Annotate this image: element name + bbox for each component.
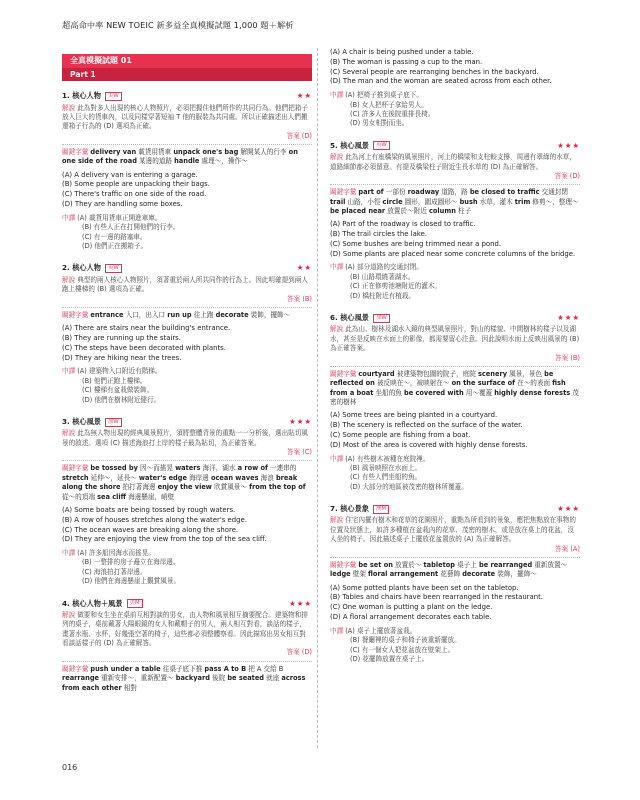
vocab-term: be set on <box>358 560 393 569</box>
answer-options <box>330 584 580 623</box>
explanation: 解說 此為山、樹林及湖水入鏡的典型風景照片，對山的樣貌、中間樹林的樣子以及湖水，甚至是反映在水面上的影像，都需要留心注意。因此說明水面上反映出風景的 (B) 為正確答案。 <box>330 325 580 353</box>
vocab-definition: 花藝飾 <box>438 570 463 579</box>
question-number: 5. 核心風景 <box>330 140 369 150</box>
vocabulary <box>62 464 312 501</box>
answer-options <box>62 171 312 210</box>
difficulty-stars: ★★★ <box>289 416 312 426</box>
vocab-definition: 海浪 <box>258 473 276 482</box>
vocab-definition: 柱子 <box>455 206 472 215</box>
option-b: (B) The scenery is reflected on the surface of the water. <box>330 421 523 430</box>
difficulty-stars: ★★ <box>296 263 312 273</box>
explanation-label: 解說 <box>62 275 76 284</box>
vocab-definition: 茂密的樹林 <box>330 388 579 406</box>
vocab-definition: 山路，小徑 <box>345 197 383 206</box>
vocab-term: ocean waves <box>210 473 259 482</box>
dotted-divider <box>330 557 580 558</box>
vocab-definition: 因～而搖晃 <box>137 464 176 473</box>
translation-label: 中譯 <box>62 549 76 558</box>
translation-line: (C) 樓梯有盆栽做裝飾。 <box>82 386 154 395</box>
translation-line: (D) 大部分的地區被茂密的樹林所覆蓋。 <box>350 482 468 491</box>
vocab-term: unpack one's bag <box>173 147 239 156</box>
option-a: (A) Some trees are being planted in a courtyard. <box>330 411 498 420</box>
explanation: 解說 此為無人物出現的經典風景照片，須將整體背景的重點一一分析後，選出貼切風景的敘述。選項 (C) 描述海浪打上岸的樣子最為貼切，為正確答案。 <box>62 429 308 447</box>
vocab-term: pass A to B <box>204 664 247 673</box>
question-block-7 <box>330 504 580 664</box>
translation-label: 中譯 <box>330 454 344 463</box>
vocab-term: bush <box>459 197 478 206</box>
translation-line: (A) 部分道路的交通封閉。 <box>345 263 423 272</box>
question-header <box>330 141 580 152</box>
vocab-definition: 裝飾，擺飾～ <box>248 310 291 319</box>
option-c: (C) One woman is putting a plant on the ledge. <box>330 603 493 612</box>
translation-line: (A) 把椅子推到桌子底下。 <box>345 91 423 100</box>
option-d: (D) They are enjoying the view from the top of the sea cliff. <box>62 535 267 544</box>
option-a: (A) Some potted plants have been set on the tabletop. <box>330 583 519 592</box>
question-block-5 <box>330 141 580 301</box>
vocab-definition: 處理～，操作～ <box>199 157 248 166</box>
vocab-term: enjoy the view <box>157 483 212 492</box>
dotted-divider <box>62 460 312 461</box>
vocab-term: water's edge <box>138 473 187 482</box>
vocabulary-label: 關鍵字彙 <box>330 188 357 197</box>
vocab-definition: 海洋，湖水 <box>200 464 238 473</box>
translation <box>330 91 580 128</box>
vocab-term: entrance <box>90 310 124 319</box>
translation <box>330 263 580 300</box>
speaker-tag: 美W <box>105 92 122 101</box>
vocab-term: delivery van <box>90 147 137 156</box>
explanation-label: 解說 <box>62 611 76 620</box>
speaker-tag: 加W <box>105 418 122 427</box>
question-number: 7. 核心景象 <box>330 504 369 514</box>
vocab-term: rearrange <box>62 674 100 683</box>
vocab-definition: 某邊的道路 <box>136 157 175 166</box>
translation-line: (B) 他們正跑上樓梯。 <box>82 376 147 385</box>
vocab-term: be covered with <box>404 388 464 397</box>
vocab-term: sea cliff <box>97 492 126 501</box>
vocab-definition: 放置於～ <box>392 560 424 569</box>
vocab-definition: 從～的頂端 <box>62 492 98 501</box>
explanation: 解說 典型的兩人核心人物照片，須著重於兩人所共同作的行為上。因此明確提到兩人跑上樓梯的 (B) 選項為正確。 <box>62 275 308 294</box>
translation-line: (D) 男女相對而坐。 <box>350 119 409 128</box>
vocab-definition: 欣賞風景～ <box>211 483 250 492</box>
answer-key: 答案 (D) <box>286 131 312 140</box>
option-a: (A) A delivery van is entering a garage. <box>62 170 198 179</box>
dotted-divider <box>330 366 580 367</box>
vocab-definition: 一連串的 <box>267 464 297 473</box>
translation-line: (C) 有一邊的路塞車。 <box>82 232 147 241</box>
translation-line: (C) 有一個女人把花盆放在壁架上。 <box>350 645 455 654</box>
difficulty-stars: ★★★ <box>557 140 580 150</box>
translation <box>62 367 312 404</box>
explanation: 解說 住宅內擺有樹木和花草的花園照片，重點為所看到的景象，應把焦點放在事物的位置及狀態上，如許多種植在盆栽內的花草、茂密的樹木，或是放在桌上的花盆，沒人坐的椅子。因此描述桌子上擺放花盆置放的 (A) 為正確解答。 <box>330 516 576 544</box>
translation-line: (B) 女人把杯子拿給男人。 <box>350 100 428 109</box>
vocabulary <box>330 188 580 216</box>
answer-options <box>330 220 580 259</box>
option-c: (C) The steps have been decorated with plants. <box>62 343 226 352</box>
option-a: (A) A chair is being pushed under a table. <box>330 48 474 56</box>
question-block-6 <box>330 313 580 492</box>
explanation-label: 解說 <box>330 153 344 162</box>
vocab-definition: 修剪～，整理～ <box>530 197 579 206</box>
right-column <box>330 48 580 676</box>
question-block-2 <box>62 263 312 405</box>
translation-line: (B) 一整排的房子矗立在海岸邊。 <box>82 558 180 567</box>
option-b: (B) They are running up the stairs. <box>62 334 181 343</box>
vocab-definition: 被建築物包圍的院子，庭院 <box>394 369 478 378</box>
dotted-divider <box>62 661 312 662</box>
vocab-term: backyard <box>175 674 210 683</box>
running-title: 超高命中率 NEW TOEIC 新多益全真模擬試題 1,000 題＋解析 <box>62 20 294 30</box>
vocab-definition: 放置於～附近 <box>385 206 429 215</box>
vocab-definition: 一部份 <box>383 188 408 197</box>
vocab-definition: 往上跑 <box>191 310 216 319</box>
vocabulary-label: 關鍵字彙 <box>62 464 89 473</box>
explanation-label: 解說 <box>62 429 76 438</box>
vocab-definition: 延伸～，延長～ <box>88 473 139 482</box>
vocab-definition: 拍打著海邊 <box>120 483 158 492</box>
difficulty-stars: ★★ <box>296 91 312 100</box>
translation-line: (B) 山路環繞著湖水。 <box>350 272 415 281</box>
answer-key: 答案 (A) <box>555 544 580 553</box>
option-b: (B) Tables and chairs have been rearranged in the restaurant. <box>330 593 544 602</box>
option-c: (C) Some bushes are being trimmed near a pond. <box>330 239 502 248</box>
option-d: (D) Some plants are placed near some concrete columns of the bridge. <box>330 249 576 258</box>
question-block-1 <box>62 91 312 251</box>
question-block-4 <box>62 599 312 693</box>
option-d: (D) They are handling some boxes. <box>62 200 183 209</box>
answer-key: 答案 (D) <box>286 648 312 657</box>
vocab-term: break along the shore <box>62 473 298 492</box>
option-d: (D) A floral arrangement decorates each table. <box>330 613 492 621</box>
vocab-definition: 道路，路 <box>439 188 470 197</box>
vocab-term: be rearranged <box>478 560 533 569</box>
vocabulary <box>330 561 580 580</box>
answer-options <box>62 506 312 545</box>
vocab-definition: 重新放置～ <box>532 560 568 569</box>
translation-line: (B) 餐廳裡的桌子和椅子被重新擺放。 <box>350 636 461 645</box>
question-header <box>330 313 580 324</box>
translation-label: 中譯 <box>62 213 76 222</box>
translation-label: 中譯 <box>330 626 344 635</box>
difficulty-stars: ★★★ <box>289 598 312 608</box>
speaker-tag: 美M <box>127 599 143 608</box>
question-number: 2. 核心人物 <box>62 263 101 273</box>
vocab-definition: 在～的表面 <box>515 379 553 388</box>
vocabulary-label: 關鍵字彙 <box>62 310 89 319</box>
vocab-term: waters <box>175 464 201 473</box>
vocab-definition: 把 A 交給 B <box>246 664 284 673</box>
column-divider <box>317 48 318 748</box>
vocab-term: roadway <box>407 188 440 197</box>
translation-line: (D) 橋柱附近有植栽。 <box>350 291 416 300</box>
vocab-term: be seated <box>227 674 265 683</box>
vocabulary <box>62 148 312 167</box>
option-c: (C) There's traffic on one side of the road. <box>62 190 207 199</box>
vocab-definition: 解開某人的行李 <box>238 147 289 156</box>
vocab-definition: 裝飾，擺飾～ <box>495 570 537 579</box>
dotted-divider <box>330 184 580 185</box>
vocab-term: decorate <box>462 570 496 579</box>
translation-label: 中譯 <box>330 91 344 100</box>
explanation-label: 解說 <box>330 325 344 334</box>
option-b: (B) A row of houses stretches along the water's edge. <box>62 515 247 524</box>
option-d: (D) The man and the woman are seated across from each other. <box>330 77 552 86</box>
vocab-definition: 載貨用貨車 <box>136 147 174 156</box>
vocab-definition: 後院 <box>209 674 228 683</box>
option-d: (D) Most of the area is covered with highly dense forests. <box>330 440 528 449</box>
vocab-term: be closed to traffic <box>469 188 540 197</box>
speaker-tag: 英W <box>373 141 390 150</box>
speaker-tag: 英W <box>105 264 122 273</box>
option-c: (C) Some people are fishing from a boat. <box>330 430 471 439</box>
answer-options <box>62 324 312 363</box>
question-block-4-continued <box>330 48 580 129</box>
vocab-definition: 壁架 <box>350 570 369 579</box>
translation <box>62 549 312 586</box>
question-header <box>62 91 312 102</box>
translation-line: (A) 載貨用貨車正開進車庫。 <box>77 213 162 222</box>
explanation: 解說 此為河上有座橋梁的風景照片，河上的橋梁和支柱較支撐，周邊有翠綠的水草，道路細節都必須留意。有提及橋梁柱子附近生長水草的 (D) 為正確解答。 <box>330 153 576 171</box>
translation-line: (A) 有些樹木被種在庭院裡。 <box>345 454 430 463</box>
vocab-definition: 入口，出入口 <box>123 310 168 319</box>
question-header <box>330 504 580 515</box>
vocab-term: ledge <box>330 570 351 579</box>
test-title-banner: 全真模擬試題 01 <box>62 54 312 68</box>
translation-line: (D) 他們在海邊懸崖上觀賞風景。 <box>82 577 181 586</box>
translation-line: (C) 有些人們坐船的魚。 <box>350 473 422 482</box>
vocab-term: circle <box>382 197 403 206</box>
vocabulary <box>330 370 580 407</box>
vocab-term: trail <box>330 197 346 206</box>
vocab-term: be reflected on <box>330 369 554 388</box>
vocab-definition: 相對 <box>121 683 138 692</box>
vocab-definition: 就座 <box>264 674 282 683</box>
vocab-definition: 圓形，圍成圓形～ <box>402 197 460 206</box>
vocabulary-label: 關鍵字彙 <box>330 369 357 378</box>
translation-line: (C) 海浪拍打著岸邊。 <box>82 567 147 576</box>
vocabulary-label: 關鍵字彙 <box>62 147 89 156</box>
vocab-term: handle <box>174 157 200 166</box>
translation <box>62 214 312 251</box>
option-a: (A) Part of the roadway is closed to traffic. <box>330 220 476 229</box>
vocab-term: part of <box>358 188 384 197</box>
translation-line: (D) 花擺飾放置在桌子上。 <box>350 654 429 663</box>
vocabulary-label: 關鍵字彙 <box>62 664 89 673</box>
dotted-divider <box>62 307 312 308</box>
vocabulary-label: 關鍵字彙 <box>330 560 357 569</box>
translation <box>330 627 580 664</box>
option-a: (A) There are stairs near the building's entrance. <box>62 324 231 333</box>
translation-line: (A) 桌子上擺放著盆栽。 <box>345 626 417 635</box>
question-number: 3. 核心風景 <box>62 417 101 427</box>
vocab-term: column <box>428 206 456 215</box>
option-b: (B) Some people are unpacking their bags. <box>62 180 210 189</box>
vocab-definition: 海邊懸崖，峭壁 <box>126 492 175 501</box>
vocab-definition: 坐船的魚 <box>373 388 404 397</box>
answer-options <box>330 48 580 87</box>
option-d: (D) They are hiking near the trees. <box>62 353 182 362</box>
question-number: 1. 核心人物 <box>62 91 101 101</box>
vocab-term: be placed near <box>330 206 386 215</box>
question-header <box>62 417 312 428</box>
vocab-definition: 被反映在～，被映射在～ <box>374 379 452 388</box>
vocabulary <box>62 665 312 693</box>
explanation-label: 解說 <box>62 103 76 112</box>
answer-key: 答案 (B) <box>555 353 580 362</box>
vocab-term: decorate <box>215 310 249 319</box>
vocab-term: scenery <box>477 369 507 378</box>
vocab-definition: 水草，灌木 <box>477 197 515 206</box>
vocab-term: highly dense forests <box>494 388 571 397</box>
explanation-label: 解說 <box>330 516 344 525</box>
part-title-banner: Part 1 <box>62 68 312 81</box>
vocab-definition: 重新安排～，重新配置～ <box>99 674 176 683</box>
vocab-term: stretch <box>62 473 89 482</box>
vocab-definition: 桌子上 <box>454 560 479 569</box>
translation-line: (A) 許多船因海水而搖晃。 <box>77 549 155 558</box>
option-b: (B) The woman is passing a cup to the man. <box>330 57 483 66</box>
answer-key: 答案 (B) <box>287 294 312 303</box>
option-c: (C) Several people are rearranging benches in the backyard. <box>330 67 539 76</box>
vocab-definition: 海岸邊 <box>186 473 211 482</box>
question-header <box>62 599 312 610</box>
vocab-definition: 交通封閉 <box>539 188 568 197</box>
vocab-term: push under a table <box>90 664 161 673</box>
translation-line: (D) 他們正在搬箱子。 <box>82 241 148 250</box>
vocab-term: fish from a boat <box>330 379 566 397</box>
option-a: (A) Some boats are being tossed by rough waters. <box>62 505 236 514</box>
vocab-term: a row of <box>237 464 268 473</box>
vocabulary <box>62 311 312 320</box>
question-number: 6. 核心風景 <box>330 313 369 323</box>
vocab-definition: 往桌子底下推 <box>160 664 205 673</box>
translation-label: 中譯 <box>330 263 344 272</box>
left-column <box>62 54 312 705</box>
answer-key: 答案 (D) <box>554 171 580 180</box>
answer-key: 答案 (C) <box>286 448 312 457</box>
translation-line: (B) 有些人正在打開他們的行李。 <box>82 223 180 232</box>
vocab-term: on one side of the road <box>62 147 298 166</box>
answer-options <box>330 411 580 450</box>
speaker-tag: 澳M <box>373 505 389 514</box>
translation <box>330 455 580 492</box>
explanation: 解說 此為對多人出現的核心人物照片，必須把握住他們所作的共同行為。他們把箱子放入巨大的貨車內，以及同樣穿著短袖 T 他的服裝為共同處。所以正確描述出人們搬運箱子行為的 (D) 選項為正確。 <box>62 103 308 131</box>
dotted-divider <box>62 144 312 145</box>
vocab-term: on the surface of <box>451 379 515 388</box>
option-b: (B) The trail circles the lake. <box>330 230 427 239</box>
vocab-term: from the top of <box>249 483 306 492</box>
vocab-term: run up <box>167 310 192 319</box>
speaker-tag: 加W <box>373 314 390 323</box>
translation-line: (B) 風景映照在水面上。 <box>350 463 422 472</box>
translation-line: (D) 他們在樹林附近健行。 <box>82 395 161 404</box>
vocab-term: be tossed by <box>90 464 138 473</box>
vocab-term: across from each other <box>62 674 306 692</box>
vocab-definition: 用～覆蓋 <box>463 388 495 397</box>
question-header <box>62 263 312 274</box>
question-number: 4. 核心人物＋風景 <box>62 598 123 608</box>
translation-label: 中譯 <box>62 367 76 376</box>
translation-line: (C) 許多人在後院重排長椅。 <box>350 109 435 118</box>
option-c: (C) The ocean waves are breaking along the shore. <box>62 525 239 534</box>
explanation: 解說 做要和女生坐在桌前互相對談的男女，由人物和風景相互摘要配合。建築物和排列的桌子，桌前戴著大陽眼鏡的女人和戴帽子的男人，兩人相互對看，談話的樣子，畫著水瓶、水杯，好幾張空著的椅子，這些都必須整體察看。因此描寫出男女相互對看談話樣子的 (D) 為正確解答。 <box>62 611 308 648</box>
vocab-term: trim <box>514 197 531 206</box>
question-block-3 <box>62 417 312 587</box>
vocab-definition: 風景，景色 <box>507 369 545 378</box>
translation-line: (C) 正在修剪池塘附近的灌木。 <box>350 282 441 291</box>
translation-line: (A) 建築物入口附近有階梯。 <box>77 367 162 376</box>
difficulty-stars: ★★★ <box>557 312 580 322</box>
vocab-term: floral arrangement <box>368 570 439 579</box>
vocab-term: courtyard <box>358 369 395 378</box>
difficulty-stars: ★★★ <box>557 503 580 513</box>
vocab-term: tabletop <box>423 560 455 569</box>
page-number: 016 <box>62 763 78 772</box>
